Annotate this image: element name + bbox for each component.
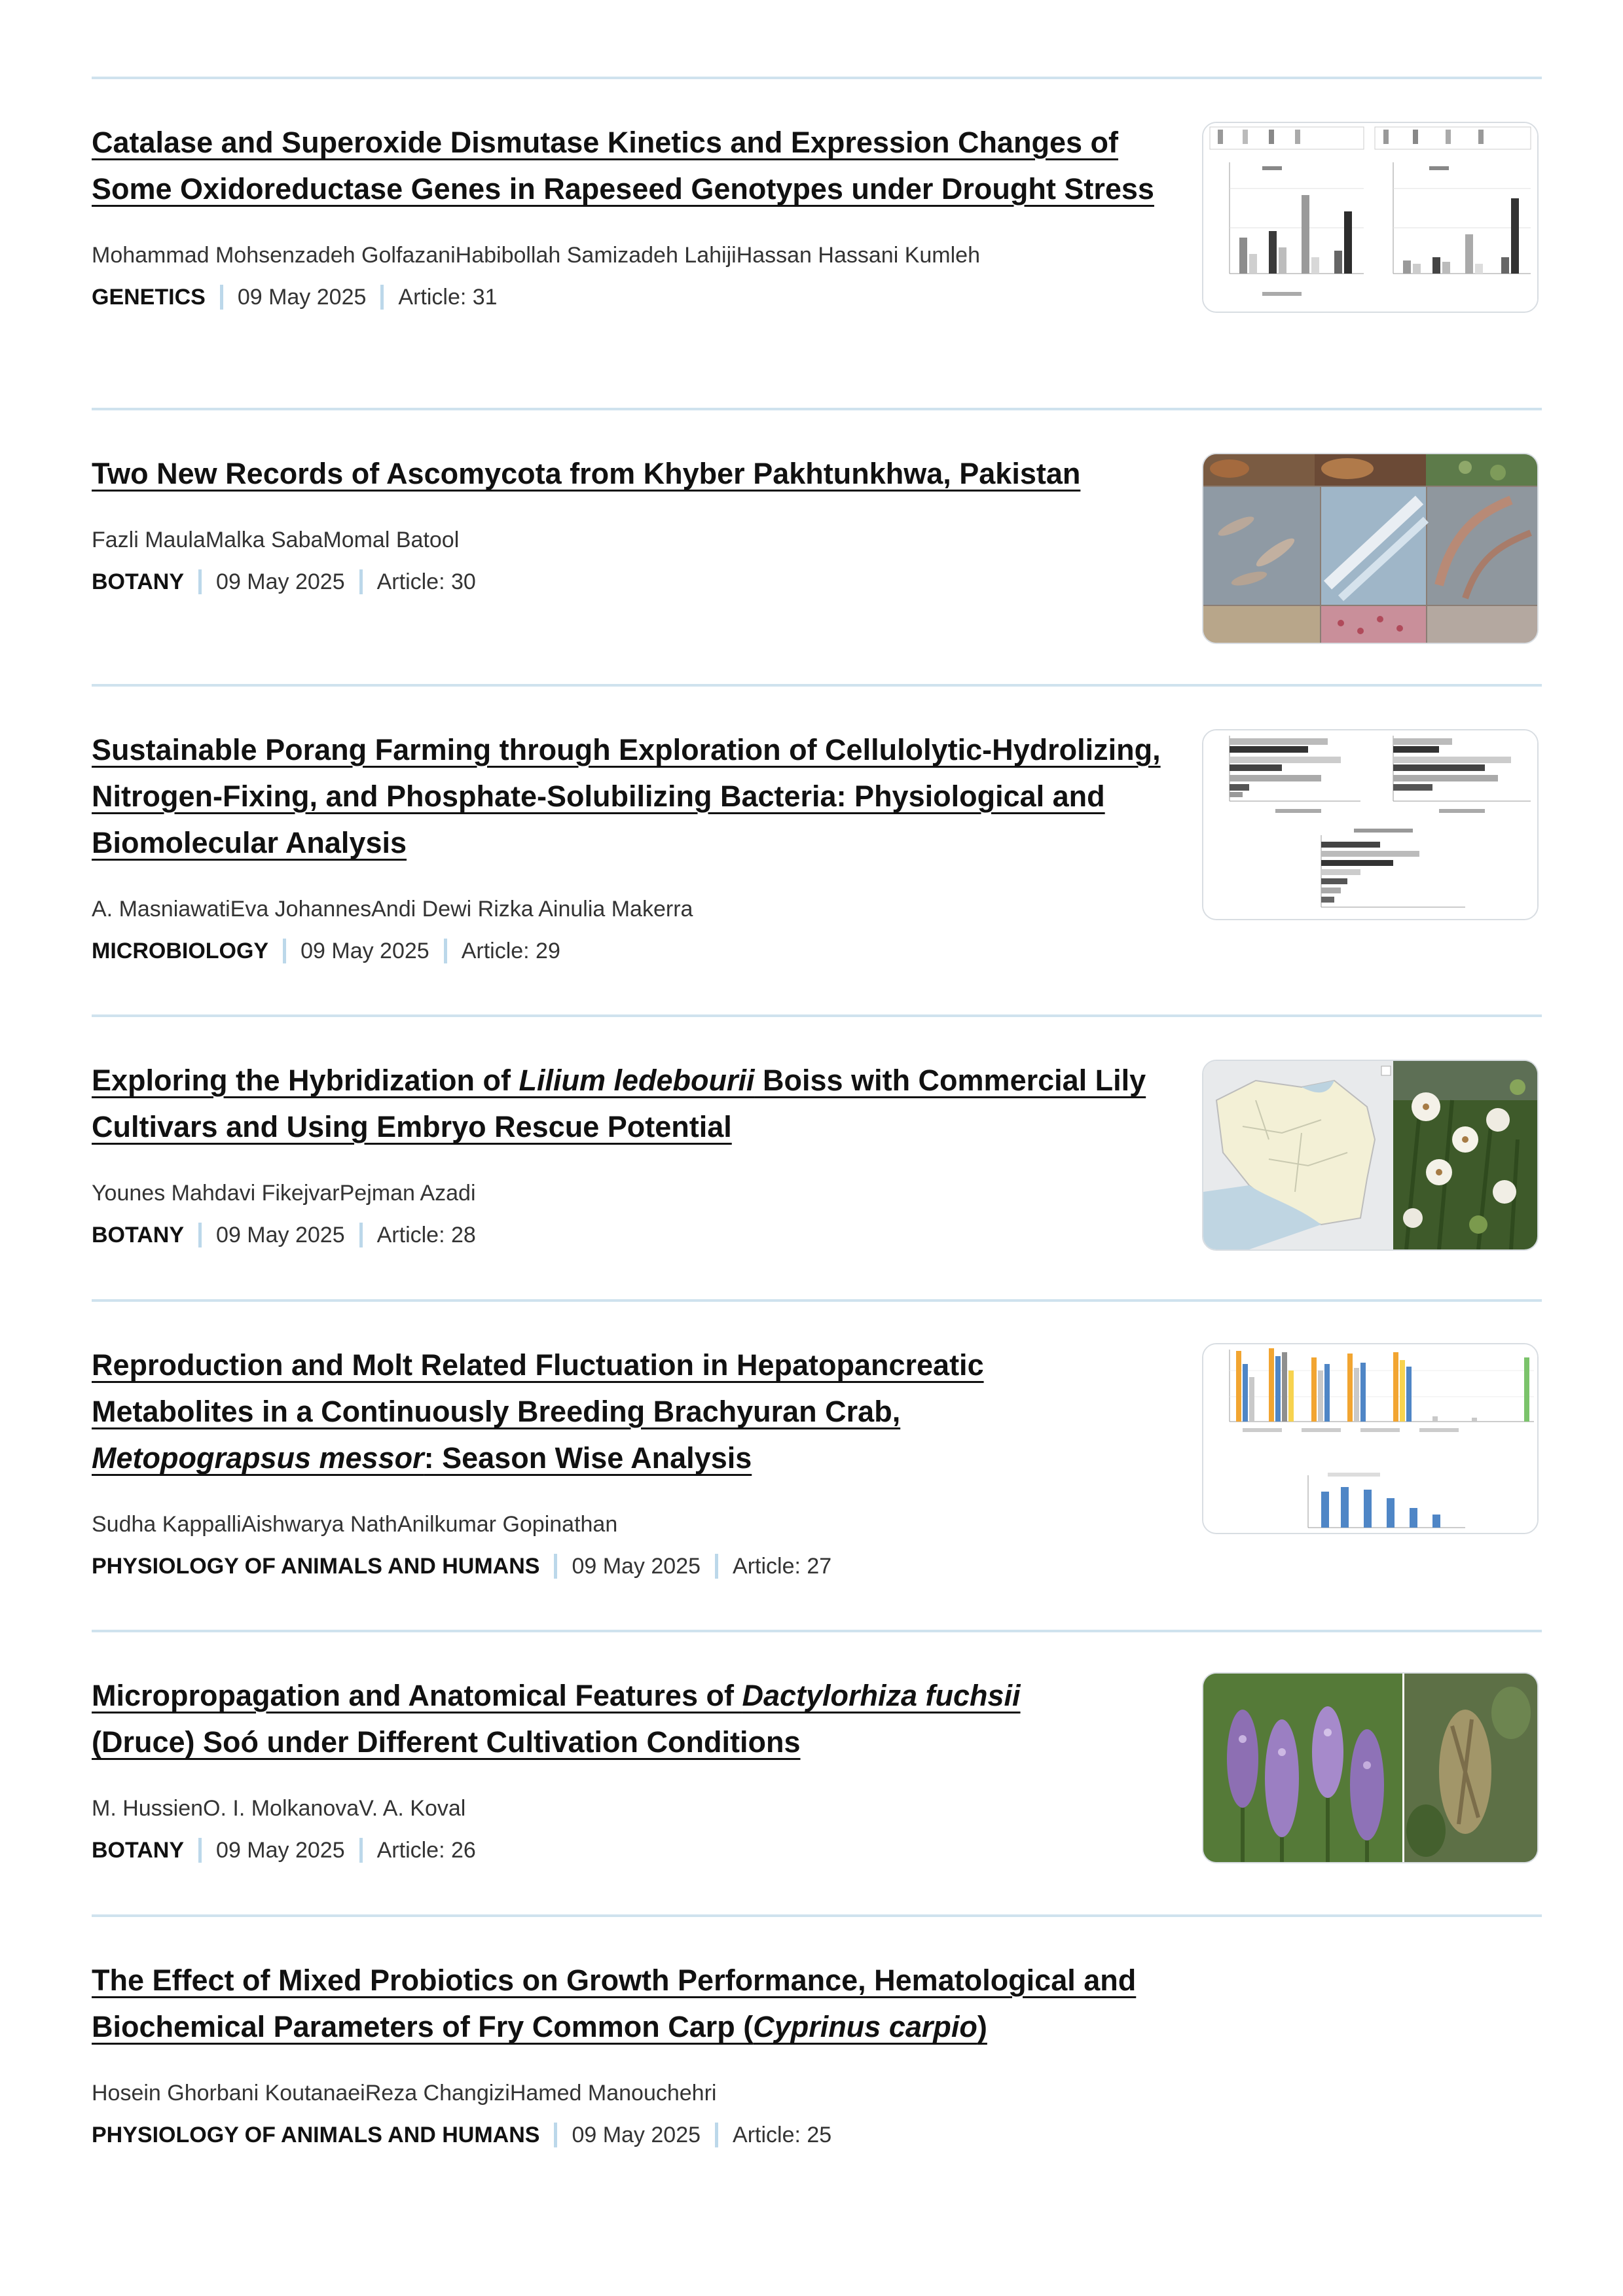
meta-separator: [715, 1554, 718, 1579]
article-meta: [92, 1836, 1165, 1865]
article-meta: [92, 567, 1165, 596]
article-title-link[interactable]: The Effect of Mixed Probiotics on Growth Performance, Hematological and Biochemical Parameters of Fry Common Carp (Cyprinus carpio): [92, 1964, 1137, 2043]
article-category[interactable]: PHYSIOLOGY OF ANIMALS AND HUMANS: [92, 1554, 540, 1579]
article-title: [92, 450, 1165, 497]
meta-separator: [198, 1838, 202, 1863]
article-title-link[interactable]: Micropropagation and Anatomical Features of Dactylorhiza fuchsii (Druce) Soó under Different Cultivation Conditions: [92, 1679, 1021, 1759]
divider: [92, 1630, 1542, 1632]
article-meta: [92, 937, 1165, 965]
divider: [92, 1299, 1542, 1302]
article-thumbnail[interactable]: [1202, 453, 1539, 644]
orchid-photo-figure: [1203, 1674, 1537, 1862]
article-list: [92, 0, 1542, 2296]
divider: [92, 684, 1542, 687]
article-date: 09 May 2025: [216, 1223, 345, 1247]
article-number: Article: 27: [733, 1554, 832, 1579]
divider: [92, 1914, 1542, 1917]
colored-bar-chart-figure: [1203, 1344, 1537, 1533]
map-and-flower-figure: [1203, 1061, 1537, 1249]
article-title: [92, 1342, 1074, 1481]
article-date: 09 May 2025: [237, 285, 367, 310]
article-title: [92, 1057, 1165, 1150]
meta-separator: [359, 1223, 363, 1247]
article-title: [92, 119, 1165, 212]
article-info: [92, 1957, 1309, 2149]
article-title: [92, 726, 1165, 866]
divider: [92, 77, 1542, 79]
article-title-link[interactable]: Exploring the Hybridization of Lilium ledebourii Boiss with Commercial Lily Cultivars and Using Embryo Rescue Potential: [92, 1064, 1146, 1143]
article-category[interactable]: MICROBIOLOGY: [92, 939, 269, 963]
article-meta: [92, 1221, 1165, 1249]
article-thumbnail[interactable]: [1202, 729, 1539, 920]
article-title: [92, 1672, 1021, 1765]
article-number: Article: 29: [461, 939, 560, 963]
article-date: 09 May 2025: [216, 569, 345, 594]
article-thumbnail[interactable]: [1202, 1343, 1539, 1534]
article-number: Article: 25: [733, 2123, 832, 2147]
meta-separator: [715, 2123, 718, 2147]
meta-separator: [359, 1838, 363, 1863]
article-thumbnail[interactable]: [1202, 1060, 1539, 1251]
meta-separator: [554, 2123, 557, 2147]
article-authors: Hosein Ghorbani KoutanaeiReza ChangiziHamed Manouchehri: [92, 2081, 717, 2106]
article-authors: Fazli MaulaMalka SabaMomal Batool: [92, 528, 460, 552]
article-authors: M. HussienO. I. MolkanovaV. A. Koval: [92, 1796, 466, 1821]
article-category[interactable]: PHYSIOLOGY OF ANIMALS AND HUMANS: [92, 2123, 540, 2147]
article-category[interactable]: GENETICS: [92, 285, 206, 310]
article-thumbnail[interactable]: [1202, 1672, 1539, 1863]
article-number: Article: 28: [376, 1223, 476, 1247]
article-meta: [92, 2121, 1309, 2149]
article-info: [92, 450, 1165, 596]
article-category[interactable]: BOTANY: [92, 1223, 185, 1247]
article-category[interactable]: BOTANY: [92, 1838, 185, 1863]
meta-separator: [220, 285, 223, 310]
article-title: [92, 1957, 1309, 2050]
divider: [92, 1014, 1542, 1017]
article-number: Article: 31: [398, 285, 498, 310]
article-number: Article: 26: [376, 1838, 476, 1863]
horizontal-bar-chart-figure: [1203, 730, 1537, 919]
meta-separator: [198, 1223, 202, 1247]
article-meta: [92, 283, 1165, 312]
article-date: 09 May 2025: [216, 1838, 345, 1863]
article-info: [92, 1057, 1165, 1249]
article-meta: [92, 1552, 1165, 1581]
article-info: [92, 119, 1165, 312]
article-number: Article: 30: [376, 569, 476, 594]
article-title-link[interactable]: Sustainable Porang Farming through Exploration of Cellulolytic-Hydrolizing, Nitrogen-Fixing, and Phosphate-Solubilizing Bacteria: Physiological and Biomolecular Analysis: [92, 733, 1161, 859]
article-date: 09 May 2025: [301, 939, 429, 963]
meta-separator: [283, 939, 286, 963]
meta-separator: [554, 1554, 557, 1579]
article-authors: A. MasniawatiEva JohannesAndi Dewi Rizka Ainulia Makerra: [92, 897, 693, 922]
article-date: 09 May 2025: [572, 2123, 701, 2147]
meta-separator: [359, 569, 363, 594]
article-info: [92, 1672, 1165, 1865]
meta-separator: [198, 569, 202, 594]
meta-separator: [444, 939, 447, 963]
article-title-link[interactable]: Two New Records of Ascomycota from Khyber Pakhtunkhwa, Pakistan: [92, 457, 1081, 490]
article-title-link[interactable]: Catalase and Superoxide Dismutase Kinetics and Expression Changes of Some Oxidoreductase Genes in Rapeseed Genotypes under Drought Stress: [92, 126, 1154, 206]
article-title-link[interactable]: Reproduction and Molt Related Fluctuation in Hepatopancreatic Metabolites in a Continuously Breeding Brachyuran Crab, Metopograpsus messor: Season Wise Analysis: [92, 1348, 984, 1475]
article-thumbnail[interactable]: [1202, 122, 1539, 313]
microscopy-figure: [1203, 454, 1537, 643]
divider: [92, 408, 1542, 410]
article-date: 09 May 2025: [572, 1554, 701, 1579]
article-category[interactable]: BOTANY: [92, 569, 185, 594]
bar-chart-figure: [1203, 123, 1537, 312]
article-authors: Younes Mahdavi FikejvarPejman Azadi: [92, 1181, 476, 1206]
article-info: [92, 726, 1165, 965]
article-info: [92, 1342, 1165, 1581]
meta-separator: [380, 285, 384, 310]
article-authors: Mohammad Mohsenzadeh GolfazaniHabibollah Samizadeh LahijiHassan Hassani Kumleh: [92, 243, 980, 268]
article-authors: Sudha KappalliAishwarya NathAnilkumar Gopinathan: [92, 1512, 618, 1537]
